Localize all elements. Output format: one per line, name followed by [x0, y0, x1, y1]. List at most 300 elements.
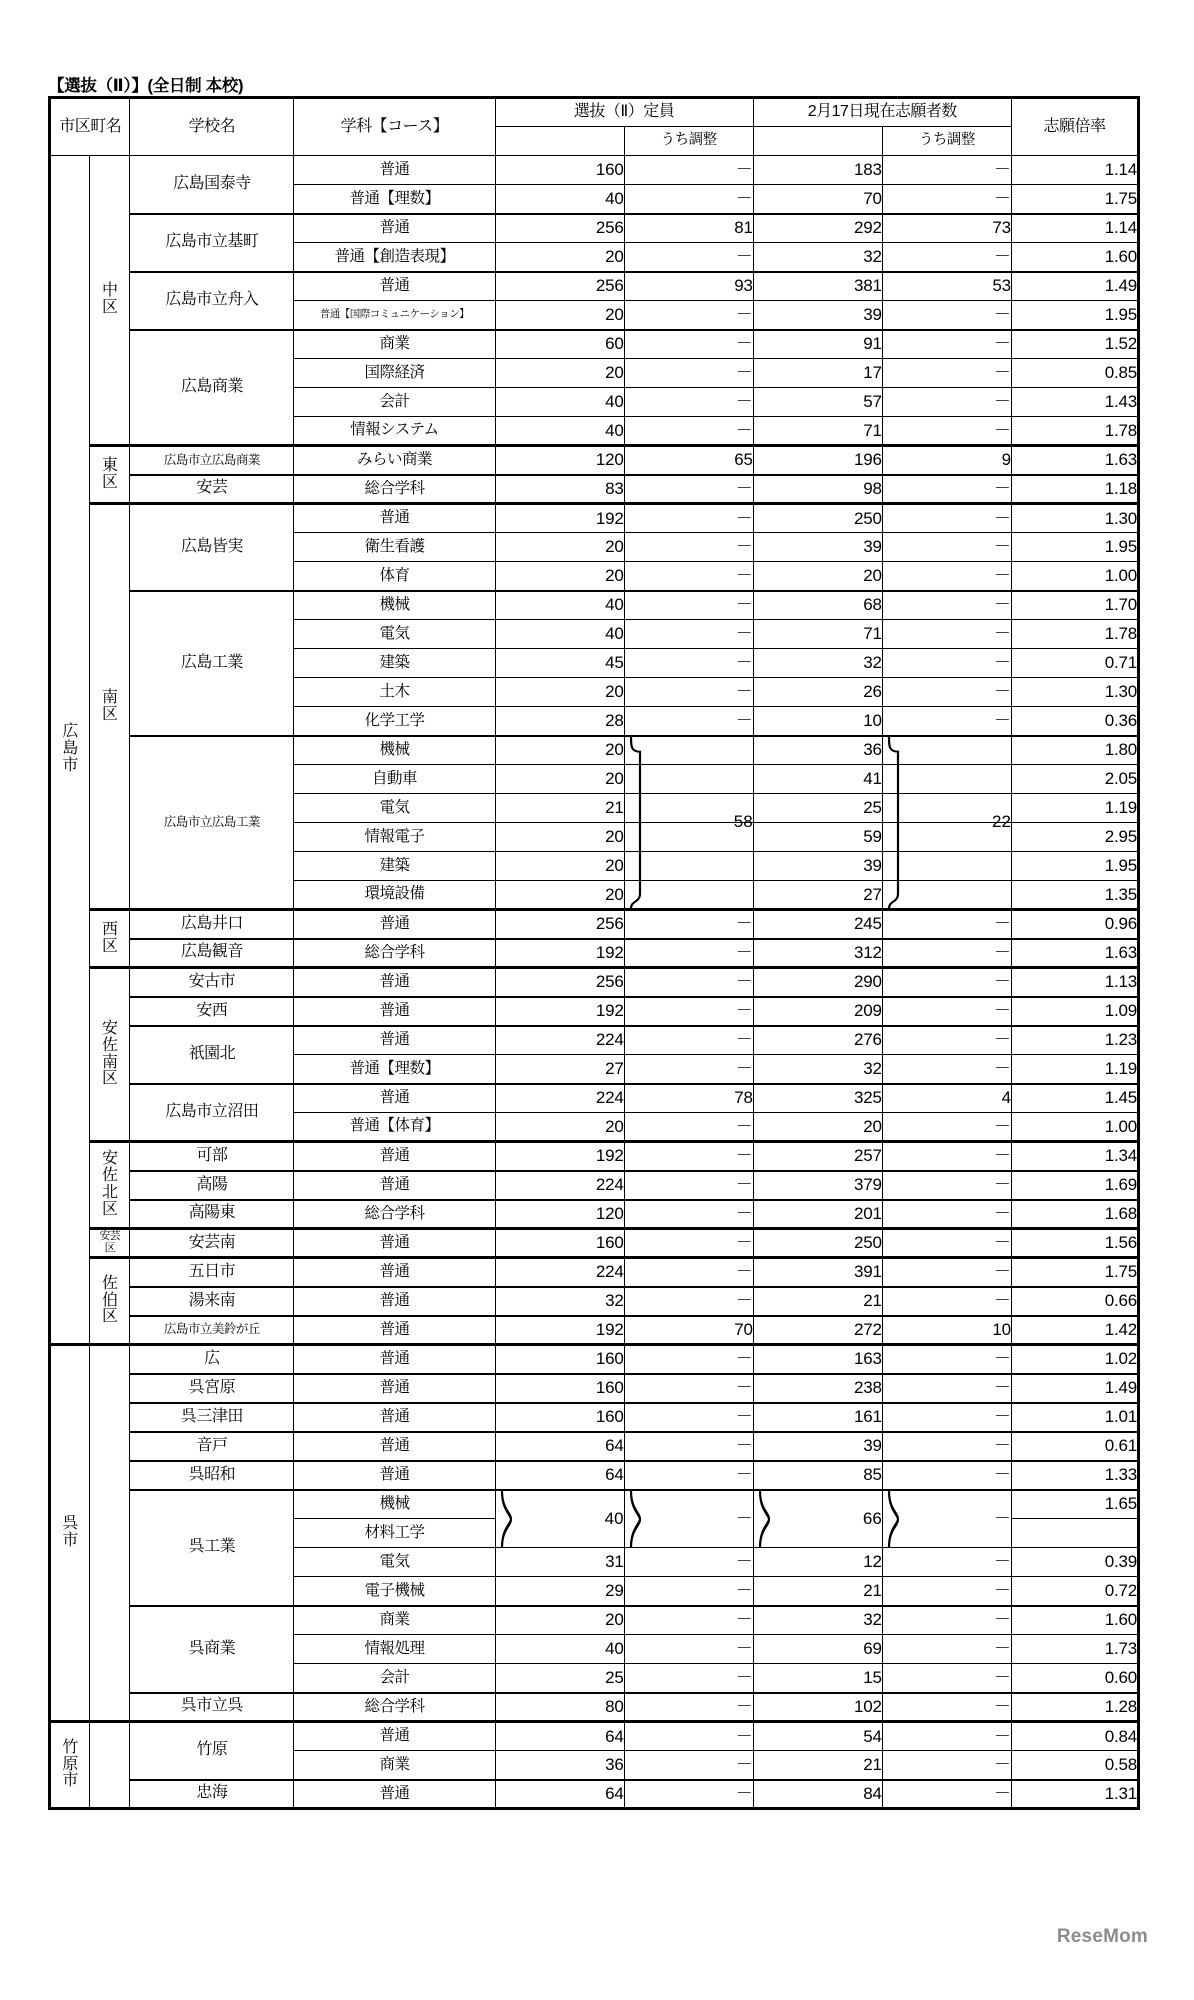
cell-department: 電気: [294, 620, 495, 649]
cell-quota-adj: －: [624, 359, 753, 388]
cell-department: 普通【創造表現】: [294, 243, 495, 272]
cell-department: 商業: [294, 1606, 495, 1635]
col-header-quota-adjust: うち調整: [624, 127, 753, 156]
grouped-value: －: [993, 1508, 1011, 1528]
col-header-school: 学校名: [130, 98, 294, 156]
table-row: [50, 475, 1139, 504]
cell-quota-adj-grouped: [624, 736, 753, 765]
cell-department: 普通: [294, 1374, 495, 1403]
cell-quota: 20: [495, 765, 624, 794]
cell-department: 普通: [294, 1026, 495, 1055]
cell-quota-adj: －: [624, 620, 753, 649]
cell-department: 商業: [294, 1751, 495, 1780]
cell-department: 普通: [294, 504, 495, 533]
cell-quota: 256: [495, 910, 624, 939]
cell-quota: 192: [495, 997, 624, 1026]
table-row: [50, 1722, 1139, 1751]
cell-quota: 192: [495, 939, 624, 968]
cell-ratio: 1.28: [1011, 1693, 1138, 1722]
cell-department: 普通: [294, 1722, 495, 1751]
cell-quota-adj: －: [624, 1403, 753, 1432]
table-row: [50, 1084, 1139, 1113]
cell-quota-adj: 93: [624, 272, 753, 301]
cell-ratio: 0.58: [1011, 1751, 1138, 1780]
cell-appl: 25: [753, 794, 882, 823]
cell-ward: 東 区: [90, 446, 130, 504]
cell-ratio: 1.75: [1011, 185, 1138, 214]
cell-ratio: [1011, 1519, 1138, 1548]
cell-quota-adj: －: [624, 533, 753, 562]
cell-school-name: 高陽: [130, 1171, 294, 1200]
cell-quota-adj-grouped: [624, 1490, 753, 1548]
cell-quota: 256: [495, 272, 624, 301]
cell-appl: 91: [753, 330, 882, 359]
cell-appl-adj: －: [882, 678, 1011, 707]
cell-appl: 250: [753, 504, 882, 533]
cell-appl-adj: －: [882, 330, 1011, 359]
cell-department: 機械: [294, 1490, 495, 1519]
cell-appl-adj: －: [882, 533, 1011, 562]
cell-school-name: 可部: [130, 1142, 294, 1171]
watermark-text: ReseMom: [1056, 1926, 1148, 1947]
grouped-value: 40: [604, 1508, 624, 1528]
cell-appl: 245: [753, 910, 882, 939]
cell-quota: 64: [495, 1432, 624, 1461]
cell-ratio: 1.33: [1011, 1461, 1138, 1490]
cell-appl-adj: －: [882, 1664, 1011, 1693]
cell-department: 普通: [294, 1780, 495, 1809]
cell-appl-adj: －: [882, 388, 1011, 417]
cell-department: 総合学科: [294, 475, 495, 504]
cell-ratio: 1.14: [1011, 214, 1138, 243]
cell-appl-adj-grouped: [882, 823, 1011, 852]
cell-department: 普通: [294, 156, 495, 185]
table-row: [50, 1316, 1139, 1345]
cell-appl-adj: －: [882, 1577, 1011, 1606]
cell-quota-adj: －: [624, 707, 753, 736]
cell-quota-adj: －: [624, 939, 753, 968]
cell-appl: 312: [753, 939, 882, 968]
cell-school-name: 湯来南: [130, 1287, 294, 1316]
cell-quota: 20: [495, 359, 624, 388]
cell-quota: 192: [495, 504, 624, 533]
cell-ratio: 1.30: [1011, 504, 1138, 533]
cell-appl: 276: [753, 1026, 882, 1055]
cell-appl-adj: －: [882, 1113, 1011, 1142]
col-header-quota-blank: [495, 127, 624, 156]
cell-appl-adj: 73: [882, 214, 1011, 243]
cell-appl: 84: [753, 1780, 882, 1809]
cell-appl-adj: 9: [882, 446, 1011, 475]
col-header-city: 市区町名: [50, 98, 130, 156]
cell-school-name: 呉三津田: [130, 1403, 294, 1432]
cell-appl-adj: －: [882, 1055, 1011, 1084]
cell-quota-adj: －: [624, 1200, 753, 1229]
cell-ratio: 1.00: [1011, 562, 1138, 591]
cell-appl: 69: [753, 1635, 882, 1664]
cell-ratio: 1.95: [1011, 852, 1138, 881]
cell-school-name: 五日市: [130, 1258, 294, 1287]
cell-quota-adj-grouped: [624, 765, 753, 794]
cell-quota-adj: －: [624, 1635, 753, 1664]
cell-school-name: 広島市立沼田: [130, 1084, 294, 1142]
cell-ward: 中 区: [90, 156, 130, 446]
cell-ratio: 1.78: [1011, 620, 1138, 649]
cell-department: 普通: [294, 1084, 495, 1113]
table-row: [50, 1229, 1139, 1258]
cell-appl-adj: －: [882, 968, 1011, 997]
cell-department: 普通: [294, 968, 495, 997]
cell-quota-adj: －: [624, 1055, 753, 1084]
cell-school-name: 広島市立広島商業: [130, 446, 294, 475]
cell-ratio: 0.96: [1011, 910, 1138, 939]
cell-appl: 209: [753, 997, 882, 1026]
cell-school-name: 広: [130, 1345, 294, 1374]
col-header-department: 学科【コース】: [294, 98, 495, 156]
cell-quota: 27: [495, 1055, 624, 1084]
cell-quota: 64: [495, 1780, 624, 1809]
cell-appl-adj: －: [882, 1722, 1011, 1751]
cell-quota: 20: [495, 678, 624, 707]
cell-ratio: 0.66: [1011, 1287, 1138, 1316]
cell-appl-adj: －: [882, 997, 1011, 1026]
cell-appl-adj: －: [882, 185, 1011, 214]
cell-quota: 31: [495, 1548, 624, 1577]
cell-ratio: 1.49: [1011, 272, 1138, 301]
cell-ratio: 1.78: [1011, 417, 1138, 446]
table-row: [50, 1374, 1139, 1403]
cell-school-name: 竹原: [130, 1722, 294, 1780]
cell-quota-adj: －: [624, 301, 753, 330]
cell-department: 材料工学: [294, 1519, 495, 1548]
grouped-value: 66: [862, 1508, 882, 1528]
table-header: [50, 98, 1139, 156]
cell-appl-adj: －: [882, 1751, 1011, 1780]
cell-department: 電気: [294, 1548, 495, 1577]
cell-appl-adj: －: [882, 620, 1011, 649]
cell-department: 普通: [294, 1432, 495, 1461]
cell-appl-adj: －: [882, 1693, 1011, 1722]
cell-ratio: 1.49: [1011, 1374, 1138, 1403]
cell-appl-adj: －: [882, 1258, 1011, 1287]
cell-department: 普通: [294, 1316, 495, 1345]
cell-school-name: 呉市立呉: [130, 1693, 294, 1722]
cell-appl: 27: [753, 881, 882, 910]
cell-department: 電気: [294, 794, 495, 823]
cell-quota-adj: －: [624, 1345, 753, 1374]
cell-school-name: 広島皆実: [130, 504, 294, 591]
cell-school-name: 広島観音: [130, 939, 294, 968]
cell-quota-adj: －: [624, 1432, 753, 1461]
cell-ratio: 1.68: [1011, 1200, 1138, 1229]
cell-quota: 20: [495, 736, 624, 765]
table-row: [50, 156, 1139, 185]
cell-appl: 39: [753, 301, 882, 330]
cell-school-name: 広島市立美鈴が丘: [130, 1316, 294, 1345]
cell-department: 体育: [294, 562, 495, 591]
cell-quota: 80: [495, 1693, 624, 1722]
cell-quota-grouped: [495, 1490, 624, 1548]
cell-ratio: 1.95: [1011, 533, 1138, 562]
cell-department: 化学工学: [294, 707, 495, 736]
cell-ratio: 1.00: [1011, 1113, 1138, 1142]
table-row: [50, 910, 1139, 939]
cell-department: 総合学科: [294, 1693, 495, 1722]
cell-appl: 201: [753, 1200, 882, 1229]
cell-appl: 68: [753, 591, 882, 620]
cell-school-name: 広島市立基町: [130, 214, 294, 272]
cell-appl: 36: [753, 736, 882, 765]
table-row: [50, 939, 1139, 968]
cell-appl: 21: [753, 1577, 882, 1606]
cell-department: 普通: [294, 214, 495, 243]
cell-ward: 安 佐 南 区: [90, 968, 130, 1142]
cell-appl-adj: －: [882, 649, 1011, 678]
cell-ratio: 1.42: [1011, 1316, 1138, 1345]
cell-department: 情報電子: [294, 823, 495, 852]
cell-appl: 39: [753, 852, 882, 881]
cell-quota: 32: [495, 1287, 624, 1316]
cell-department: 情報システム: [294, 417, 495, 446]
cell-quota: 20: [495, 1606, 624, 1635]
cell-department: 普通: [294, 1461, 495, 1490]
cell-ratio: 1.13: [1011, 968, 1138, 997]
cell-quota: 40: [495, 591, 624, 620]
cell-ratio: 0.61: [1011, 1432, 1138, 1461]
cell-school-name: 呉宮原: [130, 1374, 294, 1403]
cell-quota: 64: [495, 1722, 624, 1751]
cell-appl-adj: －: [882, 301, 1011, 330]
cell-ratio: 0.85: [1011, 359, 1138, 388]
cell-ratio: 0.39: [1011, 1548, 1138, 1577]
cell-ratio: 1.31: [1011, 1780, 1138, 1809]
table-row: [50, 1432, 1139, 1461]
cell-department: みらい商業: [294, 446, 495, 475]
cell-appl: 325: [753, 1084, 882, 1113]
cell-department: 普通: [294, 1287, 495, 1316]
table-row: [50, 1142, 1139, 1171]
table-row: [50, 272, 1139, 301]
cell-quota-adj: －: [624, 1693, 753, 1722]
cell-ratio: 1.09: [1011, 997, 1138, 1026]
cell-appl-adj: －: [882, 1606, 1011, 1635]
cell-quota: 224: [495, 1084, 624, 1113]
cell-appl: 381: [753, 272, 882, 301]
cell-quota-adj: －: [624, 1606, 753, 1635]
cell-department: 普通: [294, 1142, 495, 1171]
cell-quota-adj: －: [624, 968, 753, 997]
cell-appl-adj: －: [882, 910, 1011, 939]
cell-appl: 71: [753, 620, 882, 649]
cell-quota-adj: 70: [624, 1316, 753, 1345]
cell-appl-grouped: [753, 1490, 882, 1548]
watermark-resemom: [1057, 1926, 1148, 1948]
cell-ratio: 1.63: [1011, 446, 1138, 475]
cell-school-name: 安芸南: [130, 1229, 294, 1258]
cell-quota-adj: －: [624, 1142, 753, 1171]
table-row: [50, 1780, 1139, 1809]
cell-department: 普通: [294, 1258, 495, 1287]
table-row: [50, 1490, 1139, 1519]
cell-department: 会計: [294, 388, 495, 417]
cell-ratio: 1.60: [1011, 243, 1138, 272]
table-body: [50, 156, 1139, 1809]
cell-quota: 224: [495, 1258, 624, 1287]
cell-ward: 安 佐 北 区: [90, 1142, 130, 1229]
cell-quota: 40: [495, 620, 624, 649]
cell-ratio: 2.95: [1011, 823, 1138, 852]
table-row: [50, 1287, 1139, 1316]
cell-appl: 20: [753, 562, 882, 591]
cell-department: 総合学科: [294, 939, 495, 968]
cell-appl-adj: －: [882, 417, 1011, 446]
cell-school-name: 安西: [130, 997, 294, 1026]
cell-appl: 54: [753, 1722, 882, 1751]
cell-quota-adj: －: [624, 1026, 753, 1055]
cell-quota-adj: －: [624, 1461, 753, 1490]
cell-ratio: 0.72: [1011, 1577, 1138, 1606]
cell-quota: 25: [495, 1664, 624, 1693]
cell-appl: 379: [753, 1171, 882, 1200]
cell-ratio: 1.65: [1011, 1490, 1138, 1519]
cell-department: 土木: [294, 678, 495, 707]
cell-appl: 161: [753, 1403, 882, 1432]
cell-appl-adj: －: [882, 1403, 1011, 1432]
cell-ratio: 1.95: [1011, 301, 1138, 330]
cell-appl-adj: 4: [882, 1084, 1011, 1113]
cell-appl-adj: 53: [882, 272, 1011, 301]
cell-quota: 20: [495, 301, 624, 330]
cell-appl-adj: －: [882, 1345, 1011, 1374]
cell-appl-adj: －: [882, 1171, 1011, 1200]
cell-school-name: 広島商業: [130, 330, 294, 446]
cell-appl: 250: [753, 1229, 882, 1258]
cell-quota-adj: －: [624, 1577, 753, 1606]
cell-department: 衛生看護: [294, 533, 495, 562]
cell-appl-adj-grouped: [882, 736, 1011, 765]
cell-quota: 36: [495, 1751, 624, 1780]
cell-ratio: 1.23: [1011, 1026, 1138, 1055]
cell-quota: 160: [495, 1345, 624, 1374]
cell-ratio: 1.34: [1011, 1142, 1138, 1171]
col-header-applicants: 2月17日現在志願者数: [753, 98, 1011, 127]
cell-appl-adj: －: [882, 1374, 1011, 1403]
cell-appl: 10: [753, 707, 882, 736]
cell-ratio: 1.60: [1011, 1606, 1138, 1635]
cell-department: 普通: [294, 910, 495, 939]
page-title: 【選抜（Ⅱ）】(全日制 本校): [48, 77, 244, 95]
cell-quota-adj: －: [624, 1780, 753, 1809]
cell-quota: 256: [495, 968, 624, 997]
cell-ratio: 1.19: [1011, 1055, 1138, 1084]
cell-appl-adj: －: [882, 1548, 1011, 1577]
cell-quota: 40: [495, 1635, 624, 1664]
cell-ratio: 0.71: [1011, 649, 1138, 678]
table-row: [50, 997, 1139, 1026]
cell-appl-adj: －: [882, 475, 1011, 504]
cell-quota-adj: －: [624, 910, 753, 939]
cell-quota: 224: [495, 1171, 624, 1200]
cell-quota: 192: [495, 1142, 624, 1171]
cell-school-name: 広島国泰寺: [130, 156, 294, 214]
cell-appl: 21: [753, 1287, 882, 1316]
cell-appl-adj: －: [882, 1142, 1011, 1171]
cell-appl: 238: [753, 1374, 882, 1403]
cell-department: 普通: [294, 272, 495, 301]
cell-ward: 佐 伯 区: [90, 1258, 130, 1345]
cell-ratio: 1.75: [1011, 1258, 1138, 1287]
cell-appl-adj-grouped: [882, 765, 1011, 794]
cell-appl-adj-grouped: [882, 852, 1011, 881]
table-row: [50, 1171, 1139, 1200]
cell-ward-empty: [90, 1345, 130, 1722]
cell-appl: 32: [753, 1055, 882, 1084]
cell-quota: 20: [495, 562, 624, 591]
cell-appl: 292: [753, 214, 882, 243]
cell-appl-adj: －: [882, 1026, 1011, 1055]
cell-appl-adj: －: [882, 1432, 1011, 1461]
cell-quota: 40: [495, 185, 624, 214]
cell-appl-adj: －: [882, 1461, 1011, 1490]
cell-school-name: 呉昭和: [130, 1461, 294, 1490]
cell-quota: 256: [495, 214, 624, 243]
cell-quota: 40: [495, 417, 624, 446]
table-row: [50, 1403, 1139, 1432]
cell-quota-adj: 81: [624, 214, 753, 243]
cell-quota-adj: －: [624, 504, 753, 533]
cell-quota: 160: [495, 156, 624, 185]
cell-quota: 160: [495, 1403, 624, 1432]
cell-quota: 20: [495, 881, 624, 910]
cell-appl-adj: －: [882, 707, 1011, 736]
cell-department: 商業: [294, 330, 495, 359]
cell-appl: 163: [753, 1345, 882, 1374]
col-header-applicants-adjust: うち調整: [882, 127, 1011, 156]
col-header-quota: 選抜（Ⅱ）定員: [495, 98, 753, 127]
cell-appl: 102: [753, 1693, 882, 1722]
cell-department: 建築: [294, 649, 495, 678]
cell-appl: 41: [753, 765, 882, 794]
table-row: [50, 330, 1139, 359]
table-row: [50, 214, 1139, 243]
cell-school-name: 呉商業: [130, 1606, 294, 1693]
cell-appl: 15: [753, 1664, 882, 1693]
table-row: [50, 1026, 1139, 1055]
cell-appl-adj: －: [882, 1635, 1011, 1664]
cell-quota-adj: －: [624, 185, 753, 214]
cell-city: 呉 市: [50, 1345, 90, 1722]
cell-ward: 安芸 区: [90, 1229, 130, 1258]
table-row: [50, 1200, 1139, 1229]
cell-quota: 83: [495, 475, 624, 504]
cell-appl: 12: [753, 1548, 882, 1577]
cell-ward: 南 区: [90, 504, 130, 910]
cell-appl-adj: －: [882, 1200, 1011, 1229]
cell-ratio: 1.80: [1011, 736, 1138, 765]
cell-appl-adj: －: [882, 243, 1011, 272]
cell-quota: 64: [495, 1461, 624, 1490]
cell-ratio: 1.19: [1011, 794, 1138, 823]
cell-appl-adj-grouped: [882, 1490, 1011, 1548]
cell-school-name: 高陽東: [130, 1200, 294, 1229]
cell-quota-adj: －: [624, 1171, 753, 1200]
cell-ratio: 0.36: [1011, 707, 1138, 736]
cell-quota: 120: [495, 446, 624, 475]
cell-school-name: 安古市: [130, 968, 294, 997]
cell-quota: 20: [495, 243, 624, 272]
cell-quota-adj: －: [624, 475, 753, 504]
cell-city: 広 島 市: [50, 156, 90, 1345]
